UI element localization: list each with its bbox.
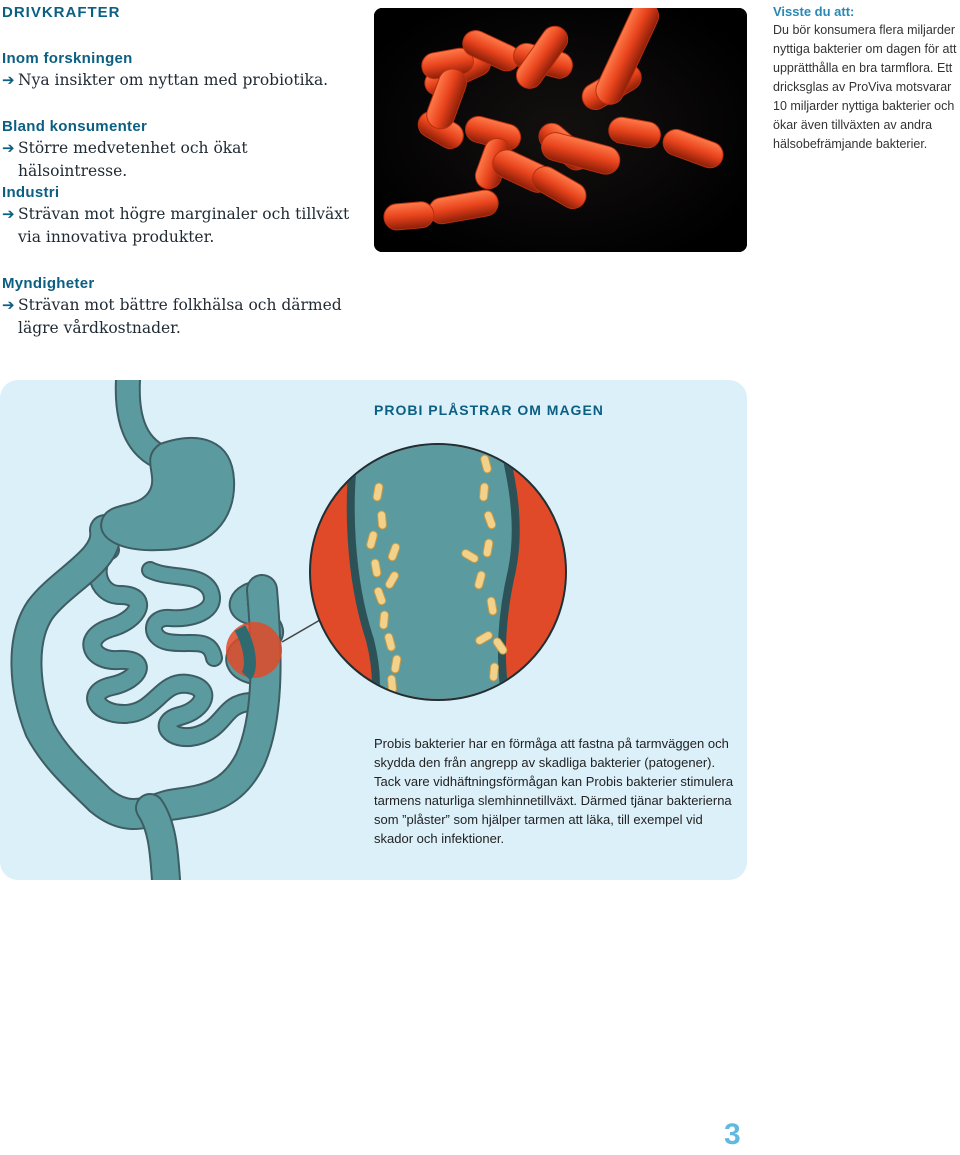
driver-text: Nya insikter om nyttan med probiotika. — [18, 71, 329, 89]
driver-text: Strävan mot högre marginaler och tillväxt via innovativa produkter. — [18, 205, 350, 246]
arrow-right-icon: ➔ — [2, 71, 15, 89]
arrow-right-icon: ➔ — [2, 205, 15, 223]
driver-text: Strävan mot bättre folkhälsa och därmed lägre vårdkostnader. — [18, 296, 342, 337]
section-title: DRIVKRAFTER — [2, 4, 121, 21]
bacteria-photo — [374, 8, 747, 252]
driver-heading: Industri — [2, 184, 60, 201]
page-number: 3 — [724, 1118, 741, 1151]
driver-industry — [2, 184, 352, 249]
arrow-right-icon: ➔ — [2, 296, 15, 314]
driver-authorities — [2, 275, 352, 340]
fact-text: Du bör konsumera flera miljarder nyttiga bakterier om dagen för att upprätthålla en bra tarmflora. Ett dricksglas av ProViva motsvarar 10 miljarder nyttiga bakterier och ökar även tillväxten av andra hälsobefrämjande bakterier. — [773, 23, 957, 151]
driver-research — [2, 50, 352, 92]
driver-consumers — [2, 118, 352, 183]
arrow-right-icon: ➔ — [2, 139, 15, 157]
bacteria-photo-drawing — [374, 8, 747, 252]
driver-heading: Bland konsumenter — [2, 118, 148, 135]
fact-box — [773, 4, 958, 154]
illustration-title: PROBI PLÅSTRAR OM MAGEN — [374, 402, 604, 418]
driver-heading: Inom forskningen — [2, 50, 133, 67]
driver-text: Större medvetenhet och ökat hälsointresse. — [18, 139, 248, 180]
fact-heading: Visste du att: — [773, 4, 855, 19]
illustration-caption: Probis bakterier har en förmåga att fastna på tarmväggen och skydda den från angrepp av skadliga bakterier (patogener). Tack vare vidhäftningsförmågan kan Probis bakterier stimulera tarmens naturliga slemhinnetillväxt. Därmed tjänar bakterierna som ”plåster” som hjälper tarmen att läka, till exempel vid skador och infektioner. — [374, 736, 734, 846]
driver-heading: Myndigheter — [2, 275, 95, 292]
